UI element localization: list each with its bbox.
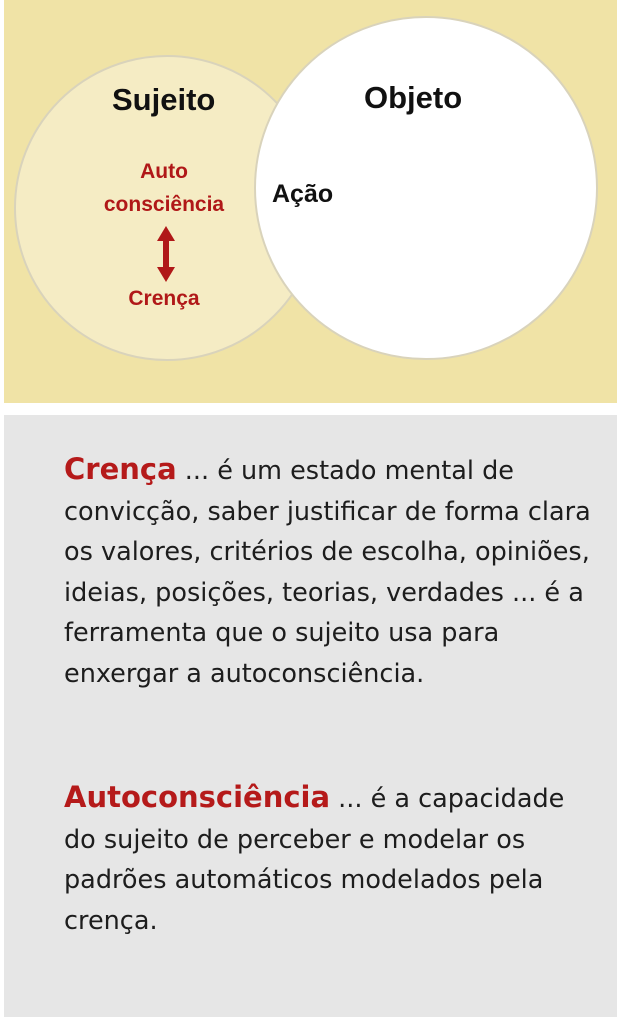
sujeito-label: Sujeito — [112, 82, 216, 117]
crenca-label: Crença — [128, 287, 200, 310]
autoconsciencia-label-line2: consciência — [103, 193, 225, 216]
acao-label: Ação — [272, 180, 334, 208]
crenca-definition-text: ... é um estado mental de convicção, saber justificar de forma clara os valores, critérios de escolha, opiniões, ideias, posições, teorias, verdades ... é a ferramenta que o sujeito usa para enxergar a autoconsciência. — [64, 456, 591, 689]
crenca-definition — [64, 449, 594, 694]
autoconsciencia-label — [84, 155, 244, 221]
definitions-panel — [4, 415, 617, 1017]
autoconsciencia-definition-text: ... é a capacidade do sujeito de perceber e modelar os padrões automáticos modelados pela crença. — [64, 784, 565, 936]
autoconsciencia-definition — [64, 777, 594, 941]
double-headed-vertical-arrow-icon — [156, 226, 176, 282]
autoconsciencia-label-line1: Auto — [140, 160, 188, 183]
objeto-label: Objeto — [364, 80, 463, 115]
crenca-term: Crença — [64, 452, 177, 486]
venn-diagram-panel — [4, 0, 617, 403]
autoconsciencia-term: Autoconsciência — [64, 780, 331, 814]
